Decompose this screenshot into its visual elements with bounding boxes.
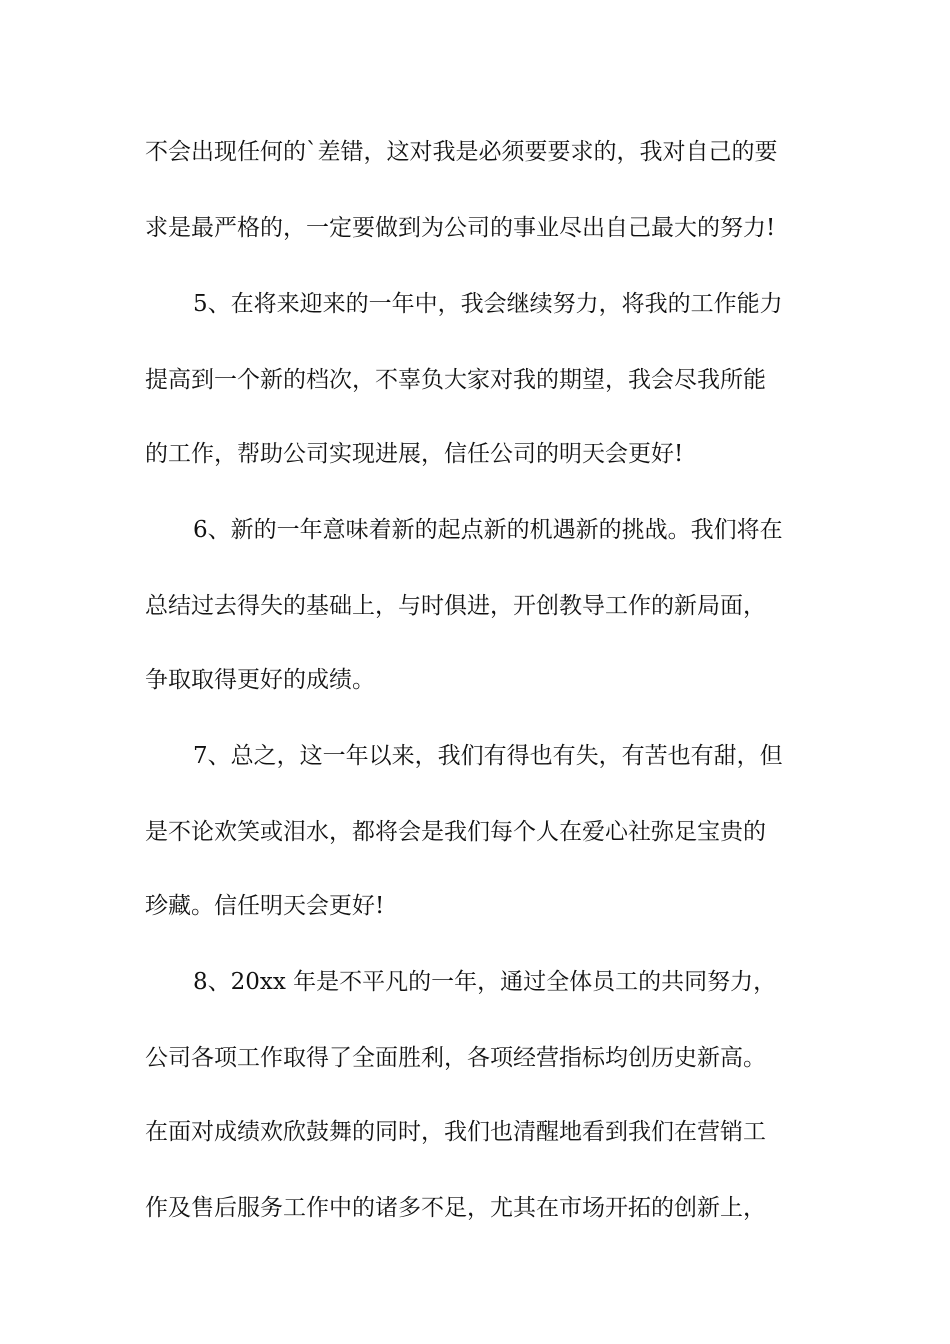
text-line: 公司各项工作取得了全面胜利，各项经营指标均创历史新高。 [145,1045,766,1071]
paragraph-5-start: 5、在将来迎来的一年中，我会继续努力，将我的工作能力 [193,291,783,317]
text-line: 在面对成绩欢欣鼓舞的同时，我们也清醒地看到我们在营销工 [145,1119,766,1145]
text-line: 求是最严格的，一定要做到为公司的事业尽出自己最大的努力! [145,215,776,241]
text-line: 总结过去得失的基础上，与时俱进，开创教导工作的新局面， [145,593,766,619]
text-line: 的工作，帮助公司实现进展，信任公司的明天会更好! [145,441,684,467]
paragraph-8-start: 8、20xx 年是不平凡的一年，通过全体员工的共同努力， [193,969,777,995]
text-line: 珍藏。信任明天会更好! [145,893,385,919]
text-line: 是不论欢笑或泪水，都将会是我们每个人在爱心社弥足宝贵的 [145,819,766,845]
paragraph-7-start: 7、总之，这一年以来，我们有得也有失，有苦也有甜，但 [193,743,783,769]
paragraph-6-start: 6、新的一年意味着新的起点新的机遇新的挑战。我们将在 [193,517,783,543]
text-line: 作及售后服务工作中的诸多不足，尤其在市场开拓的创新上， [145,1195,766,1221]
text-line: 争取取得更好的成绩。 [145,667,375,693]
text-line: 提高到一个新的档次，不辜负大家对我的期望，我会尽我所能 [145,367,766,393]
text-line: 不会出现任何的`差错，这对我是必须要要求的，我对自己的要 [145,139,778,165]
